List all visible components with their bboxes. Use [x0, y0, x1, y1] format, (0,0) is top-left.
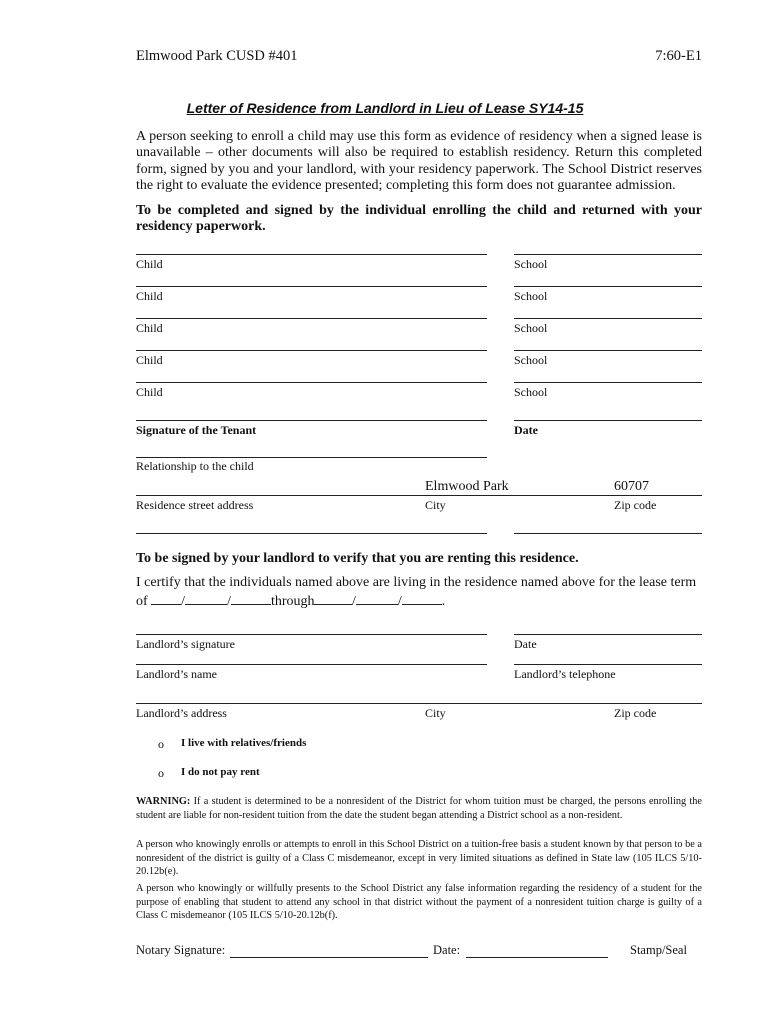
child-5-line[interactable] — [136, 382, 487, 383]
extra-line-left[interactable] — [136, 533, 487, 534]
through-label: through — [270, 594, 315, 609]
end-year-blank[interactable] — [402, 592, 442, 605]
warning-paragraph-1: WARNING: If a student is determined to be a nonresident of the District for whom tuition must be charged, the persons enrolling the student are liable for non-resident tuition from the date the student began attending a District school as a non-resident. — [136, 796, 702, 821]
landlord-zip-label: Zip code — [614, 706, 657, 720]
landlord-date-label: Date — [514, 637, 537, 651]
tenant-date-label: Date — [514, 423, 538, 437]
start-year-blank[interactable] — [231, 592, 271, 605]
warning-paragraph-3: A person who knowingly or willfully presents to the School District any false information regarding the residency of a student for the purpose of enabling that student to attend any school in that district without the payment of a nonresident tuition charge is guilty of a Class C misdemeanor (105 ILCS 5/10-20.12b(f). — [136, 883, 702, 922]
landlord-signature-label: Landlord’s signature — [136, 637, 235, 651]
intro-paragraph: A person seeking to enroll a child may use this form as evidence of residency when a signed lease is unavailable – other documents will also be required to establish residency. Return this completed form, signed by you and your landlord, with your residency paperwork. The School District reserves the right to evaluate the evidence presented; completing this form does not guarantee admission. — [136, 129, 702, 194]
school-2-line[interactable] — [514, 286, 702, 287]
school-label: School — [514, 321, 548, 335]
tenant-instruction: To be completed and signed by the individual enrolling the child and returned with your residency paperwork. — [136, 203, 702, 235]
policy-code: 7:60-E1 — [655, 48, 702, 64]
district-name: Elmwood Park CUSD #401 — [136, 48, 298, 64]
zip-label: Zip code — [614, 498, 657, 512]
landlord-telephone-line[interactable] — [514, 664, 702, 665]
child-label: Child — [136, 321, 163, 335]
landlord-date-line[interactable] — [514, 634, 702, 635]
landlord-name-label: Landlord’s name — [136, 667, 217, 681]
of-label: of — [136, 594, 148, 609]
school-3-line[interactable] — [514, 318, 702, 319]
relationship-label: Relationship to the child — [136, 459, 254, 473]
residence-address-line[interactable] — [136, 495, 702, 496]
school-5-line[interactable] — [514, 382, 702, 383]
start-month-blank[interactable] — [151, 592, 181, 605]
child-label: Child — [136, 353, 163, 367]
landlord-address-label: Landlord’s address — [136, 706, 227, 720]
zip-value: 60707 — [614, 479, 649, 494]
warning-paragraph-2: A person who knowingly enrolls or attempts to enroll in this School District on a tuition-free basis a student known by that person to be a nonresident of the district is guilty of a Class C misdemeanor, except in very limited situations as defined in State law (105 ILCS 5/10-20.12b(e). — [136, 839, 702, 878]
form-title: Letter of Residence from Landlord in Lieu of Lease SY14-15 — [186, 100, 584, 116]
school-label: School — [514, 385, 548, 399]
start-day-blank[interactable] — [185, 592, 227, 605]
city-label: City — [425, 498, 446, 512]
child-1-line[interactable] — [136, 254, 487, 255]
child-2-line[interactable] — [136, 286, 487, 287]
relatives-radio[interactable]: o — [158, 737, 164, 751]
child-label: Child — [136, 289, 163, 303]
end-month-blank[interactable] — [314, 592, 352, 605]
notary-signature-line[interactable] — [230, 957, 428, 958]
school-label: School — [514, 257, 548, 271]
child-label: Child — [136, 385, 163, 399]
certify-text: I certify that the individuals named above are living in the residence named above for the lease term — [136, 575, 697, 590]
notary-date-line[interactable] — [466, 957, 608, 958]
stamp-seal-label: Stamp/Seal — [630, 943, 687, 957]
warning-label: WARNING: — [136, 796, 191, 807]
school-1-line[interactable] — [514, 254, 702, 255]
no-rent-radio[interactable]: o — [158, 766, 164, 780]
landlord-heading: To be signed by your landlord to verify that you are renting this residence. — [136, 551, 579, 566]
lease-term-row: of / / through / / . — [136, 594, 446, 609]
extra-line-right[interactable] — [514, 533, 702, 534]
notary-date-label: Date: — [433, 943, 461, 957]
relatives-option-label: I live with relatives/friends — [181, 737, 307, 749]
child-label: Child — [136, 257, 163, 271]
relationship-line[interactable] — [136, 457, 487, 458]
landlord-signature-line[interactable] — [136, 634, 487, 635]
landlord-city-label: City — [425, 706, 446, 720]
end-day-blank[interactable] — [356, 592, 398, 605]
tenant-signature-label: Signature of the Tenant — [136, 423, 257, 437]
child-4-line[interactable] — [136, 350, 487, 351]
landlord-address-line[interactable] — [136, 703, 702, 704]
tenant-date-line[interactable] — [514, 420, 702, 421]
no-rent-option-label: I do not pay rent — [181, 766, 260, 778]
child-3-line[interactable] — [136, 318, 487, 319]
landlord-name-line[interactable] — [136, 664, 487, 665]
tenant-signature-line[interactable] — [136, 420, 487, 421]
residence-address-label: Residence street address — [136, 498, 254, 512]
school-label: School — [514, 289, 548, 303]
notary-signature-label: Notary Signature: — [136, 943, 226, 957]
school-label: School — [514, 353, 548, 367]
landlord-telephone-label: Landlord’s telephone — [514, 667, 616, 681]
school-4-line[interactable] — [514, 350, 702, 351]
city-value: Elmwood Park — [425, 479, 509, 494]
